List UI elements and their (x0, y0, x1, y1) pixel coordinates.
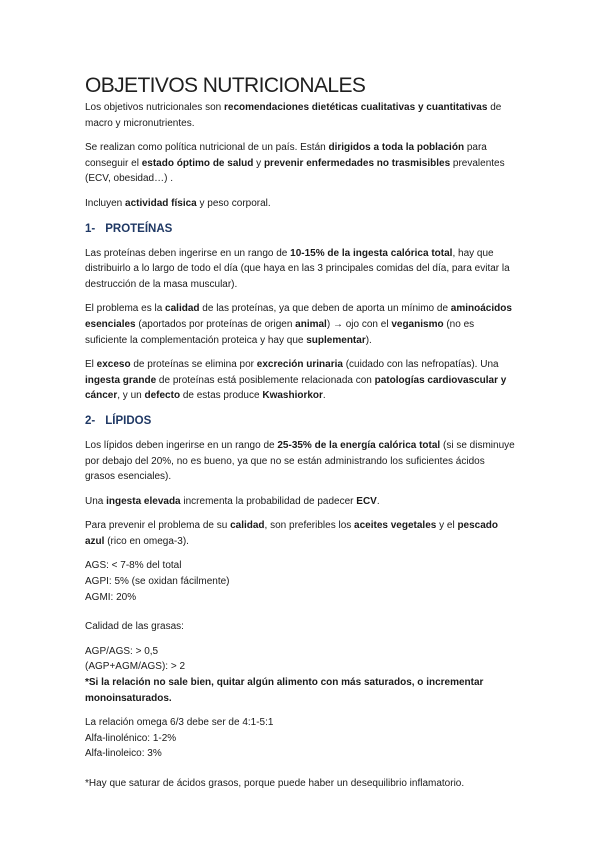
quality-note (85, 675, 515, 706)
fat-limit-line: AGPI: 5% (se oxidan fácilmente) (85, 576, 230, 588)
body-paragraph (85, 301, 515, 348)
text-run: (rico en omega-3). (104, 535, 189, 547)
section-heading-proteinas (85, 223, 515, 235)
text-run: de las proteínas, ya que deben de aporta un mínimo de (199, 303, 451, 315)
document-content (85, 74, 515, 801)
bold-text: 25-35% de la energía calórica total (277, 439, 441, 451)
spacer (85, 605, 515, 619)
bold-text: suplementar (306, 334, 366, 346)
text-run: Una (85, 495, 107, 507)
text-run: Los lípidos deben ingerirse en un rango de (85, 439, 278, 451)
text-run: . (322, 390, 326, 402)
body-paragraph (85, 246, 515, 293)
body-paragraph (85, 518, 515, 549)
bold-text: aceites vegetales (354, 520, 437, 532)
bold-text: prevenir enfermedades no trasmisibles (263, 157, 451, 169)
text-run: de estas produce (180, 390, 263, 402)
bold-text: estado óptimo de salud (141, 157, 254, 169)
section-title: PROTEÍNAS (105, 222, 173, 235)
text-run: y peso corporal. (196, 197, 271, 209)
bold-text: veganismo (391, 318, 444, 330)
quality-title: Calidad de las grasas: (85, 621, 184, 633)
bold-text: patologías cardiovascular y cáncer (85, 374, 507, 402)
section-heading-lipidos (85, 415, 515, 427)
spacer (85, 762, 515, 776)
bold-text: defecto (144, 390, 181, 402)
section-number: 2- (85, 414, 96, 427)
text-run: Se realizan como política nutricional de un país. Están (85, 142, 329, 154)
text-run: (cuidado con las nefropatías). Una (342, 359, 499, 371)
text-run: de proteínas está posiblemente relacionada con (156, 374, 375, 386)
bold-text: dirigidos a toda la población (328, 142, 465, 154)
intro-paragraph (85, 140, 515, 187)
bold-text: calidad (165, 303, 200, 315)
text-run: y el (436, 520, 458, 532)
text-run: Para prevenir el problema de su (85, 520, 231, 532)
omega-line: Alfa-linolénico: 1-2% (85, 732, 177, 744)
intro-paragraph (85, 196, 515, 212)
text-run: El problema es la (85, 303, 166, 315)
bold-text: calidad (230, 520, 265, 532)
text-run: (aportados por proteínas de origen (135, 318, 296, 330)
bold-text: recomendaciones dietéticas cualitativas y cuantitativas (223, 102, 488, 113)
text-run: . (376, 495, 380, 507)
fat-limit-line: AGS: < 7-8% del total (85, 560, 182, 572)
bold-text: Kwashiorkor (262, 390, 323, 402)
text-run: Los objetivos nutricionales son (85, 102, 224, 113)
section-number: 1- (85, 222, 96, 235)
bold-text: actividad física (125, 197, 197, 209)
text-run: , y un (117, 390, 145, 402)
bold-text: *Si la relación no sale bien, quitar algún alimento con más saturados, o incrementar monoinsaturados. (85, 677, 484, 704)
intro-paragraph (85, 100, 515, 131)
bold-text: exceso (96, 359, 131, 371)
omega-line: La relación omega 6/3 debe ser de 4:1-5:1 (85, 717, 274, 729)
quality-line: AGP/AGS: > 0,5 (85, 645, 159, 657)
text-run: para conseguir el (85, 142, 487, 169)
text-run: El (85, 359, 97, 371)
text-run: Incluyen (85, 197, 126, 209)
text-run: ) → ojo con el (326, 318, 392, 330)
bold-text: ingesta elevada (106, 495, 181, 507)
body-paragraph (85, 438, 515, 485)
body-paragraph (85, 494, 515, 510)
page-title: OBJETIVOS NUTRICIONALES (85, 74, 366, 97)
text-run: de macro y micronutrientes. (85, 102, 502, 129)
text-run: (si se disminuye por debajo del 20%, no es bueno, ya que no se están administrando los suficientes ácidos grasos esenciales). (85, 439, 515, 483)
text-run: Las proteínas deben ingerirse en un rango de (85, 247, 291, 259)
body-paragraph (85, 357, 515, 404)
omega-line: Alfa-linoleico: 3% (85, 748, 162, 760)
bold-text: animal (295, 318, 327, 330)
bold-text: 10-15% de la ingesta calórica total (290, 247, 453, 259)
text-run: ). (365, 334, 372, 346)
fat-limit-line: AGMI: 20% (85, 591, 137, 603)
text-run: , hay que distribuirlo a lo largo de todo el día (que haya en las 3 principales comidas del día, para evitar la destrucción de la masa muscular). (85, 247, 510, 290)
text-run: , son preferibles los (264, 520, 355, 532)
bold-text: ECV (356, 495, 377, 507)
quality-line: (AGP+AGM/AGS): > 2 (85, 661, 186, 673)
text-run: prevalentes (ECV, obesidad…) . (85, 157, 505, 185)
bold-text: ingesta grande (85, 374, 157, 386)
bold-text: excreción urinaria (256, 359, 343, 371)
text-run: incrementa la probabilidad de padecer (180, 495, 357, 507)
text-run: de proteínas se elimina por (130, 359, 257, 371)
text-run: y (253, 157, 264, 169)
section-title: LÍPIDOS (105, 414, 152, 427)
text-run: (no es suficiente la complementación proteica y hay que (85, 318, 475, 346)
bold-text: aminoácidos esenciales (85, 303, 512, 330)
bold-text: pescado azul (85, 520, 499, 547)
final-note: *Hay que saturar de ácidos grasos, porque puede haber un desequilibrio inflamatorio. (85, 778, 465, 789)
